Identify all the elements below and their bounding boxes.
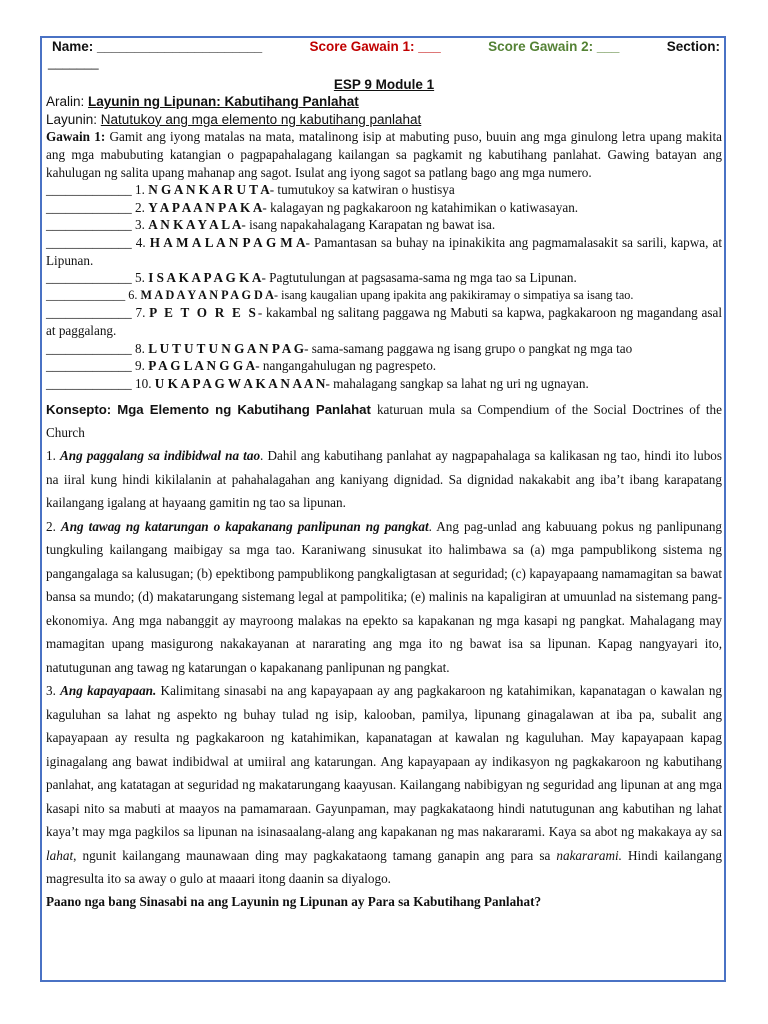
answer-blank[interactable]: _____________ <box>46 340 136 356</box>
item-number: 8. <box>135 340 149 356</box>
p3-body-a: Kalimitang sinasabi na ang kapayapaan ay ang pagkakaroon ng katahimikan, kapanatagan o kawalan ng kaguluhan sa lahat ng aspekto ng buhay tulad ng isip, kalooban, pamilya, lipunang ginagalawan at iba pa, subalit ang kapayapaan ay resulta ng pagkakaroon ng katahimikan, kapanatagan at kawalan ng kaguluhan. May kapayapaan kapag iginagalang ang bawat indibidwal at umiiral ang katarungan. Ang kapayapaan ay indikasyon ng pagkakaroon ng kabutihang panlahat, ang katatagan at seguridad ng makatarungang kaayusan. Kailangang nabibigyan ng seguridad ang lipunan at ang mga kasapi nito sa mabuti at maayos na pamamaraan. Gayunpaman, may pagkakataong hindi natutugunan ang kabutihan ng lahat kaya’t may mga pagkilos sa lipunan na isinasaalang-alang ang kapakanan ng mas nakararami. Kaya sa abot ng makakaya ay sa <box>46 683 723 840</box>
scrambled-word: M A D A Y A N P A G D A <box>140 287 274 302</box>
item-definition: - tumutukoy sa katwiran o hustisya <box>269 182 455 198</box>
p3-lahat: lahat <box>46 847 74 863</box>
gawain1-item <box>46 375 722 393</box>
p2-title: Ang tawag ng katarungan o kapakanang panlipunan ng pangkat <box>60 518 429 534</box>
item-number: 2. <box>135 199 149 215</box>
konsepto-paragraph-3 <box>46 679 722 891</box>
item-number: 6. <box>128 287 141 302</box>
item-number: 7. <box>135 305 150 321</box>
scrambled-word: I S A K A P A G K A <box>148 270 262 286</box>
answer-blank[interactable]: _____________ <box>46 234 136 250</box>
closing-question: Paano nga bang Sinasabi na ang Layunin ng Lipunan ay Para sa Kabutihang Panlahat? <box>46 893 542 909</box>
p2-body: . Ang pag-unlad ang kabuuang pokus ng panlipunang tungkuling kailangang maibigay sa mga tao. Karaniwang sinusukat ito halimbawa sa (a) mga pampublikong sistema ng pangangalaga sa kalusugan; (b) epektibong pampublikong pangkaligtasan at seguridad; (c) kapayapaang namamagitan sa bawat bansa sa mundo; (d) makatarungang sistemang legal at pampolitika; (e) malinis na kapaligiran at umuunlad na sistemang pang-ekonomiya. Ang mga nabanggit ay mayroong malakas na epekto sa kapakanan ng mga kasapi ng pangkat. Mahalagang may mamagitan upang masigurong nakakayanan at nararating ang mga ito ng bawat isa sa lipunan. Kapag nangyayari ito, natutugunan ang tawag ng katarungan o kapakanang panlipunan ng pangkat. <box>46 518 723 675</box>
gawain1-items <box>46 181 722 392</box>
scrambled-word: H A M A L A N P A G M A <box>149 234 306 250</box>
answer-blank[interactable]: _____________ <box>46 182 136 198</box>
gawain1-item <box>46 340 722 358</box>
worksheet <box>46 38 722 913</box>
gawain1-item <box>46 234 722 269</box>
answer-blank[interactable]: _____________ <box>46 305 136 321</box>
p3-body-c: Hindi kailangang magresulta ito sa away o gulo at maaari itong daanin sa diyalogo. <box>46 847 722 887</box>
p3-number: 3. <box>46 683 61 699</box>
answer-blank[interactable]: _____________ <box>46 358 136 374</box>
item-definition: - kalagayan ng pagkakaroon ng katahimikan o katiwasayan. <box>262 199 579 215</box>
item-definition: - kakambal ng salitang paggawa ng Mabuti sa kapwa, pagkakaroon ng magandang asal at paggalang. <box>46 305 723 338</box>
answer-blank[interactable]: _____________ <box>46 287 129 302</box>
scrambled-word: Y A P A A N P A K A <box>148 199 263 215</box>
layunin-line <box>46 111 722 129</box>
section-blank: _______ <box>48 54 99 70</box>
scrambled-word: U K A P A G W A K A N A A N <box>154 375 326 391</box>
item-definition: - sama-samang paggawa ng isang grupo o pangkat ng mga tao <box>304 340 633 356</box>
item-definition: - Pagtutulungan at pagsasama-sama ng mga tao sa Lipunan. <box>261 270 577 286</box>
gawain1-label: Gawain 1: <box>46 129 106 145</box>
konsepto-heading: Konsepto: Mga Elemento ng Kabutihang Panlahat <box>46 402 377 418</box>
gawain1-item <box>46 304 722 339</box>
p3-title: Ang kapayapaan. <box>60 683 157 699</box>
gawain1-instructions <box>46 128 722 181</box>
konsepto-paragraph-1 <box>46 444 722 515</box>
answer-blank[interactable]: _____________ <box>46 375 136 391</box>
score-gawain-2: Score Gawain 2: ___ <box>488 39 620 54</box>
item-number: 9. <box>135 358 149 374</box>
name-field[interactable]: Name: ______________________ <box>52 39 263 54</box>
scrambled-word: N G A N K A R U T A <box>148 182 270 198</box>
item-definition: - isang napakahalagang Karapatan ng bawat isa. <box>241 217 496 233</box>
aralin-value: Layunin ng Lipunan: Kabutihang Panlahat <box>88 94 359 110</box>
aralin-label: Aralin: <box>46 94 89 110</box>
answer-blank[interactable]: _____________ <box>46 217 136 233</box>
header-line <box>46 38 722 56</box>
item-number: 3. <box>135 217 149 233</box>
item-number: 10. <box>135 375 155 391</box>
gawain1-item <box>46 357 722 375</box>
item-definition: - mahalagang sangkap sa lahat ng uri ng ugnayan. <box>325 375 589 391</box>
gawain1-item <box>46 181 722 199</box>
konsepto-source: katuruan mula sa Compendium of the Social Doctrines of the Church <box>46 402 722 441</box>
gawain1-item <box>46 287 722 305</box>
item-number: 5. <box>135 270 149 286</box>
item-definition: - Pamantasan sa buhay na ipinakikita ang pagmamalasakit sa sarili, kapwa, at Lipunan. <box>46 234 723 268</box>
item-number: 1. <box>135 182 149 198</box>
answer-blank[interactable]: _____________ <box>46 199 136 215</box>
score-gawain-1: Score Gawain 1: ___ <box>309 39 441 54</box>
item-definition: - isang kaugalian upang ipakita ang pakikiramay o simpatiya sa isang tao. <box>273 287 634 302</box>
gawain1-item <box>46 269 722 287</box>
answer-blank[interactable]: _____________ <box>46 270 136 286</box>
p2-number: 2. <box>46 518 61 534</box>
p3-body-b: , ngunit kailangang maunawaan ding may pagkakataong tamang ganapin ang para sa <box>73 847 557 863</box>
scrambled-word: L U T U T U N G A N P A G <box>148 340 305 356</box>
item-number: 4. <box>135 234 150 250</box>
item-definition: - nangangahulugan ng pagrespeto. <box>255 358 437 374</box>
p1-title: Ang paggalang sa indibidwal na tao <box>60 448 261 464</box>
layunin-value: Natutukoy ang mga elemento ng kabutihang panlahat <box>100 111 422 127</box>
konsepto-paragraph-2 <box>46 515 722 680</box>
scrambled-word: P A G L A N G G A <box>148 358 256 374</box>
gawain1-item <box>46 199 722 217</box>
gawain1-text: Gamit ang iyong matalas na mata, matalinong isip at mabuting puso, buuin ang mga ginulong letra upang makita ang mga mabubuting katangian o pagpapahalagang kailangan sa pagkamit ng kabutihang panlahat. Gawing batayan ang kahulugan ng salita upang mahanap ang sagot. Isulat ang iyong sagot sa patlang bago ang mga numero. <box>46 129 722 180</box>
scrambled-word: A N K A Y A L A <box>148 217 242 233</box>
section-field[interactable]: Section: <box>666 39 720 54</box>
layunin-label: Layunin: <box>46 111 101 127</box>
p1-number: 1. <box>46 448 60 464</box>
konsepto-heading-block <box>46 398 722 444</box>
p3-nakararami: nakararami. <box>556 847 622 863</box>
module-title: ESP 9 Module 1 <box>333 76 435 92</box>
p1-body: . Dahil ang kabutihang panlahat ay nagpapahalaga sa kalikasan ng tao, hindi ito lubos na iiral kung hindi kikilalanin at pahahalagahan ang kaniyang dignidad. Sa dignidad nakakabit ang iba’t ibang karapatang kailangang igalang at hayaang gamitin ng tao sa lipunan. <box>46 448 723 511</box>
gawain1-item <box>46 216 722 234</box>
scrambled-word: P E T O R E S <box>149 305 258 321</box>
aralin-line <box>46 93 722 111</box>
